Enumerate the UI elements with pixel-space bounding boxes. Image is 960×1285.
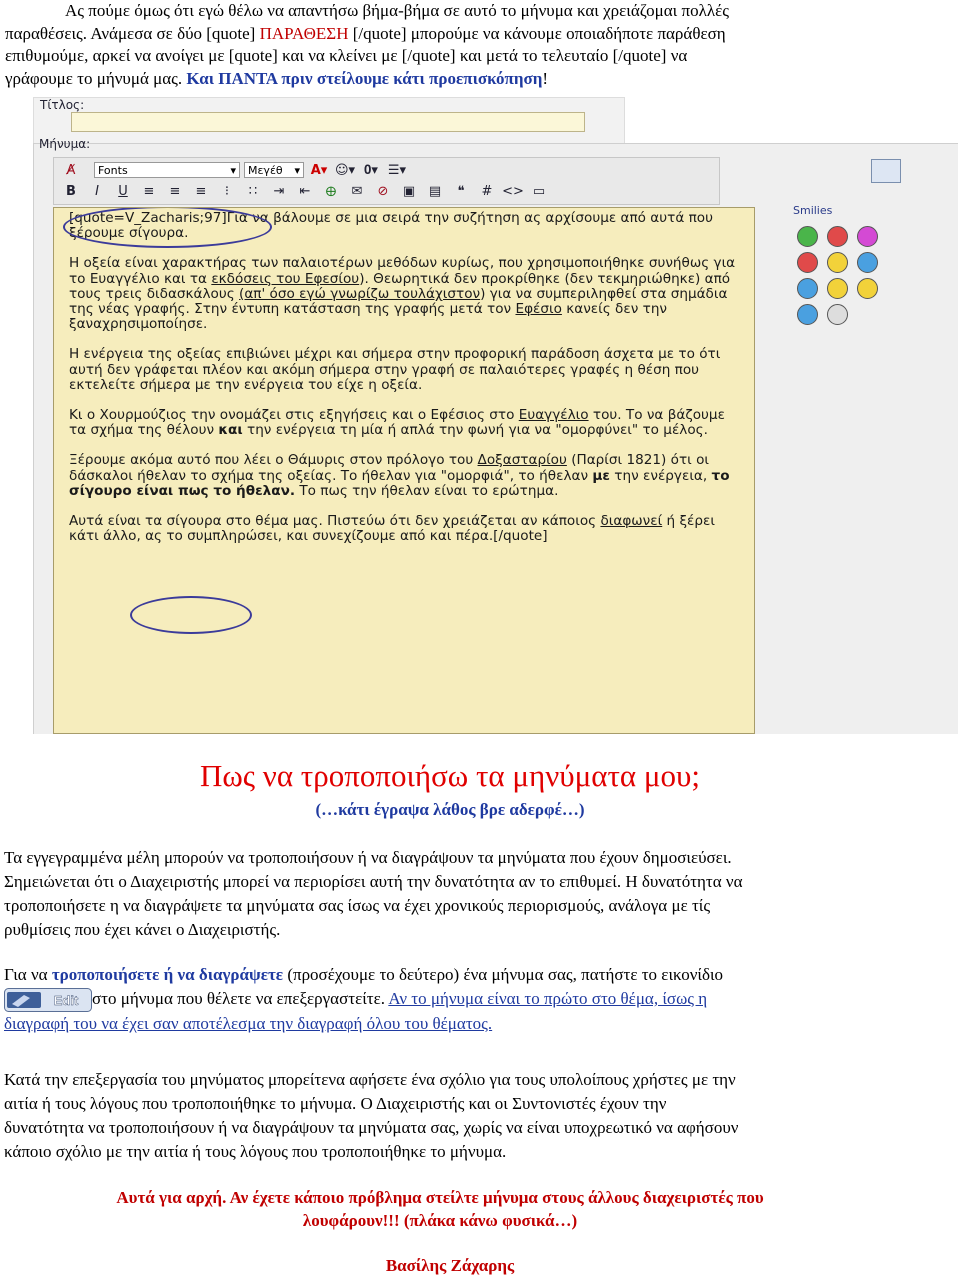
hash-icon[interactable]: # <box>481 183 493 199</box>
align-left-icon[interactable]: ≡ <box>143 183 155 199</box>
smiley-icon[interactable]: ☺▾ <box>334 162 356 178</box>
intro-line: επιθυμούμε, αρκεί να ανοίγει με [quote] και να κλείνει με [/quote] και μετά το τελευταίο [/quote] να <box>5 46 688 65</box>
smiley-wink-icon[interactable] <box>827 252 848 273</box>
quote-open-highlight <box>63 207 272 248</box>
smilies-panel <box>783 202 893 332</box>
link-icon[interactable]: 🜨 <box>325 185 337 200</box>
unlink-icon[interactable]: ⊘ <box>377 183 389 199</box>
bold-icon[interactable]: B <box>66 183 76 199</box>
section-heading: Πως να τροποποιήσω τα μηνύματα μου; <box>199 758 700 793</box>
smiley-confused-icon[interactable] <box>857 252 878 273</box>
paragraph-edit-instructions: Για να τροποποιήσετε ή να διαγράψετε (προσέχουμε το δεύτερο) ένα μήνυμα σας, πατήστε το εικονίδιο Edit στο μήνυμα που θέλετε να επεξεργαστείτε. Αν το μήνυμα είναι το πρώτο στο θέμα, ίσως η διαγραφή του να έχει σαν αποτέλεσμα την διαγραφή όλου του θέματος. <box>4 965 724 1034</box>
intro-paragraph <box>5 0 955 90</box>
smiley-angry-icon[interactable] <box>827 226 848 247</box>
email-icon[interactable]: ✉ <box>351 183 363 199</box>
code-icon[interactable]: <> <box>502 183 524 199</box>
smiley-cool-icon[interactable] <box>797 304 818 325</box>
align-center-icon[interactable]: ≡ <box>169 183 181 199</box>
php-icon[interactable]: ▭ <box>532 183 546 199</box>
intro-line: παραθέσεις. Ανάμεσα σε δύο [quote] ΠΑΡΑΘΕΣΗ [/quote] μπορούμε να κάνουμε οποιαδήποτε παράθεση <box>5 23 726 43</box>
paragraph-permissions: Τα εγγεγραμμένα μέλη μπορούν να τροποποιήσουν ή να διαγράψουν τα μηνύματα που έχουν δημοσιεύσει. Σημειώνεται ότι ο Διαχειριστής μπορεί να περιορίσει αυτή την δυνατότητα αν το επιθυμεί. Η δυνατότητα να τροποποιήσετε η να διαγράψετε τα μηνύματα σας ίσως να έχει χρονικούς περιορισμούς, ανάλογα με τίς ρυθμίσεις που έχει κάνει ο Διαχειριστής. <box>4 848 743 939</box>
remove-format-icon[interactable]: A̸ <box>66 162 76 178</box>
edit-button-icon[interactable] <box>4 988 92 1012</box>
image-icon[interactable]: ▣ <box>402 183 416 199</box>
smiley-tongue-icon[interactable] <box>857 226 878 247</box>
section-subheading: (…κάτι έγραψα λάθος βρε αδερφέ…) <box>315 800 585 819</box>
font-color-icon[interactable]: A▾ <box>310 162 328 178</box>
bullet-list-icon[interactable]: ∷ <box>248 183 258 199</box>
italic-icon[interactable]: I <box>95 183 99 199</box>
quote-close-highlight <box>130 596 252 634</box>
smiley-eek-icon[interactable] <box>827 304 848 325</box>
attach-icon[interactable]: 𝟎▾ <box>364 162 378 178</box>
editor-screenshot <box>3 97 958 734</box>
underline-icon[interactable]: U <box>118 183 128 199</box>
menu-icon[interactable]: ☰▾ <box>387 162 407 178</box>
title-label: Τίτλος: <box>40 98 85 112</box>
paragraph-edit-comments: Κατά την επεξεργασία του μηνύματος μπορείτενα αφήσετε ένα σχόλιο για τους υπολοίπους χρήστες με την αιτία ή τους λόγους που τροποποιήθηκε το μήνυμα. Ο Διαχειριστής και οι Συντονιστές έχουν την δυνατότητα να τροποποιήσουν ή να διαγράψουν τα μηνύματα σας, χωρίς να είναι υποχρεωτικό να αφήσουν κάποιο σχόλιο με την αιτία ή τους λόγους που τροποποιήθηκε το μήνυμα. <box>4 1070 739 1161</box>
outdent-icon[interactable]: ⇤ <box>299 183 311 199</box>
title-panel <box>33 97 625 149</box>
smiley-grin-icon[interactable] <box>857 278 878 299</box>
quote-icon[interactable]: ❝ <box>457 183 465 199</box>
smiley-happy-icon[interactable] <box>827 278 848 299</box>
smiley-mad-icon[interactable] <box>797 252 818 273</box>
indent-icon[interactable]: ⇥ <box>273 183 285 199</box>
closing-note: Αυτά για αρχή. Αν έχετε κάποιο πρόβλημα στείλτε μήνυμα στους άλλους διαχειριστές που λουφάρουν!!! (πλάκα κάνω φυσικά…) <box>116 1188 764 1230</box>
message-editor[interactable] <box>53 207 755 734</box>
signature: Βασίλης Ζάχαρης <box>385 1256 515 1275</box>
switch-mode-icon[interactable] <box>871 159 901 183</box>
font-select[interactable]: Fonts ▾ <box>94 162 240 178</box>
editor-text: [quote=V_Zacharis;97]Για να βάλουμε σε μια σειρά την συζήτηση ας αρχίσουμε από αυτά που ξέρουμε σίγουρα. Η οξεία είναι χαρακτήρας των παλαιοτέρων μεθόδων κυρίως, που χρησιμοποιήθηκε συνήθως για το Ευαγγέλιο και τα εκδόσεις του Εφεσίου). Θεωρητικά δεν προκρίθηκε (δεν τεκμηριώθηκε) από τους τρεις διδασκάλους (απ' όσο εγώ γνωρίζω τουλάχιστον) για να συμπεριληφθεί στα σημάδια της νέας γραφής. Στην έντυπη κατάσταση της γραφής μετά τον Εφέσιο κανείς δεν την ξαναχρησιμοποίησε. Η ενέργεια της οξείας επιβιώνει μέχρι και σήμερα στην προφορική παράδοση άσχετα με το ότι αυτή δεν γράφεται πλέον και ακόμη σήμερα στην γραφή σε παλαιότερες γραφές η θέση που εκτελείτε σήμερα με την ενέργεια του είχε η οξεία. Κι ο Χουρμούζιος την ονομάζει στις εξηγήσεις και ο Εφέσιος στο Ευαγγέλιο του. Το να βάζουμε τα σχήμα της θέλουν και την ενέργεια τη μία ή απλά την φωνή για να "ομορφύνει" το μέλος. Ξέρουμε ακόμα αυτό που λέει ο Θάμυρις στον πρόλογο του Δοξασταρίου (Παρίσι 1821) ότι οι δάσκαλοι ήθελαν το σχήμα της οξείας. Το ήθελαν για "ομορφιά", το ήθελαν με την ενέργεια, το σίγουρο είναι πως το ήθελαν. Το πως την ήθελαν είναι το ερώτημα. Αυτά είναι τα σίγουρα στο θέμα μας. Πιστεύω ότι δεν χρειάζεται αν κάποιος διαφωνεί ή ξέρει κάτι άλλο, ας το συμπληρώσει, και συνεχίζουμε από και πέρα.[/quote] <box>69 210 736 545</box>
smilies-label: Smilies <box>793 204 833 217</box>
intro-line: Ας πούμε όμως ότι εγώ θέλω να απαντήσω βήμα-βήμα σε αυτό το μήνυμα και χρειάζομαι πολλές <box>65 1 729 20</box>
align-right-icon[interactable]: ≡ <box>195 183 207 199</box>
edit-button-label: Edit <box>53 993 79 1009</box>
smiley-green-icon[interactable] <box>797 226 818 247</box>
video-icon[interactable]: ▤ <box>428 183 442 199</box>
title-input[interactable] <box>71 112 585 132</box>
intro-line: γράφουμε το μήνυμά μας. Και ΠΑΝΤΑ πριν στείλουμε κάτι προεπισκόπηση! <box>5 68 549 88</box>
message-label: Μήνυμα: <box>39 137 91 151</box>
smiley-sad-icon[interactable] <box>797 278 818 299</box>
size-select[interactable]: Μεγέθ ▾ <box>244 162 304 178</box>
ordered-list-icon[interactable]: ⁝ <box>224 183 230 199</box>
editor-toolbar <box>53 157 720 205</box>
